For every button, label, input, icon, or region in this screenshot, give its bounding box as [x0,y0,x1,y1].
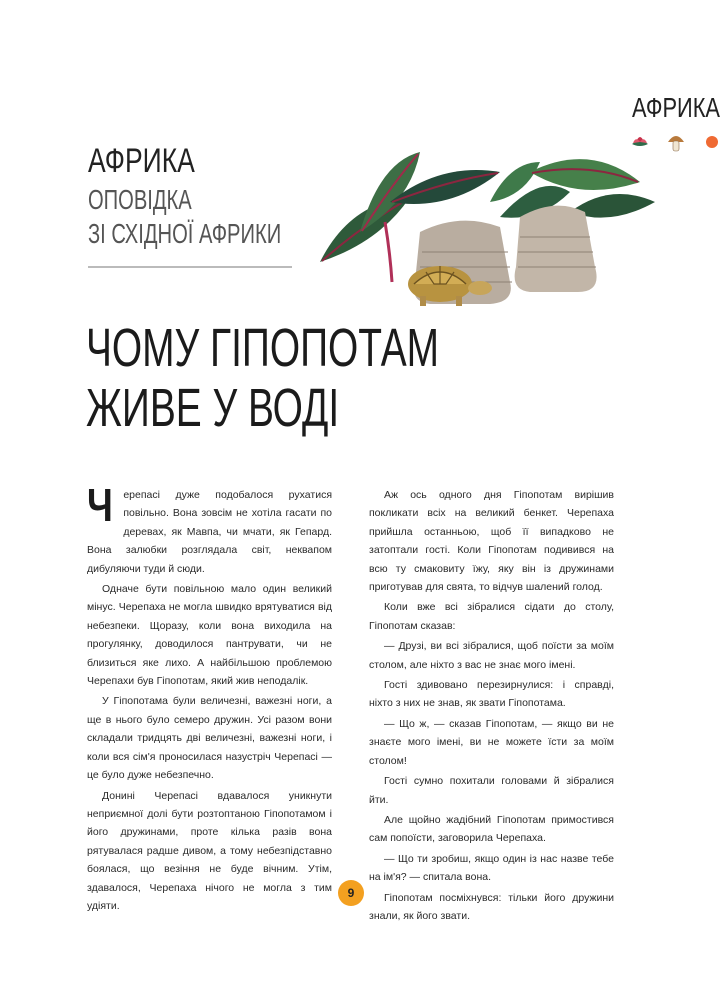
mushroom-icon [668,136,684,151]
paragraph: Гості сумно похитали головами й зібралися йти. [369,775,614,806]
paragraph: — Що ти зробиш, якщо один із нас назве тебе на ім'я? — спитала вона. [369,852,614,884]
paragraph: Одначе бути повільною мало один великий мінус. Черепаха не могла швидко врятуватися від небезпеки. Щоразу, коли вона виходила на прогулянку, доводилося пантрувати, чи не близиться яке лихо. А найбільшою проблемою Черепахи був Гіпопотам, який жив неподалік. [87,583,332,688]
paragraph: Аж ось одного дня Гіпопотам вирішив покликати всіх на великий бенкет. Черепаха прийшла останньою, щоб її випадково не затоптали гості. Коли Гіпопотам подивився на всю ту смаковиту їжу, яку він із дружинами приготував для свята, то відчув шалений голод. [369,489,614,594]
story-heading-block [88,142,308,252]
page-number: 9 [338,880,364,906]
text-column-left [87,479,332,917]
hippo-leg-right [515,206,597,292]
paragraph: У Гіпопотама були величезні, важезні ноги, а ще в нього було семеро дружин. Усі разом вони складали тридцять дві величезні, важезні ноги, і коли вся сім'я проносилася назустріч Черепасі — це було дуже небезпечно. [87,695,332,782]
story-title [86,318,576,438]
story-subtitle-line-1: ОПОВІДКА [88,184,192,215]
story-title-line-1: ЧОМУ ГІПОПОТАМ [86,318,440,378]
hippo-legs-tortoise-illustration [310,142,660,322]
divider [88,266,292,268]
paragraph: Гіпопотам посміхнувся: тільки його дружини знали, як його звати. [369,891,614,922]
drop-cap: Ч [87,479,113,531]
story-subtitle-line-2: ЗІ СХІДНОЇ АФРИКИ [88,218,282,249]
paragraph: Черепасі дуже подобалося рухатися повільно. Вона зовсім не хотіла гасати по деревах, як Мавпа, чи мчати, як Гепард. Вона залюбки розглядала світ, неквапом дибуляючи туди й сюди. [87,479,332,575]
paragraph: Гості здивовано перезирнулися: і справді, ніхто з них не знав, як звати Гіпопотама. [369,679,614,710]
paragraph: Донині Черепасі вдавалося уникнути неприємної долі бути розтоптаною Гіпопотамом і його дружинами, проте кілька разів вона рятувалася радше дивом, а тому небезпідставно боялася, що везіння не буде вічним. Утім, здавалося, Черепаха нічого не могла з тим удіяти. [87,789,332,912]
corner-section-title: АФРИКА [632,92,721,123]
orange-dot-icon [706,136,718,148]
paragraph: — Друзі, ви всі зібралися, щоб поїсти за моїм столом, але ніхто з вас не знає мого імені. [369,640,614,671]
paragraph: Але щойно жадібний Гіпопотам примостився сам попоїсти, заговорила Черепаха. [369,813,614,845]
paragraph: — Що ж, — сказав Гіпопотам, — якщо ви не знаєте мого імені, ви не можете їсти за моїм столом! [369,717,614,767]
story-title-line-2: ЖИВЕ У ВОДІ [86,378,340,438]
paragraph: Коли вже всі зібралися сідати до столу, Гіпопотам сказав: [369,601,614,632]
text-column-right [369,486,614,927]
region-title: АФРИКА [88,142,195,180]
